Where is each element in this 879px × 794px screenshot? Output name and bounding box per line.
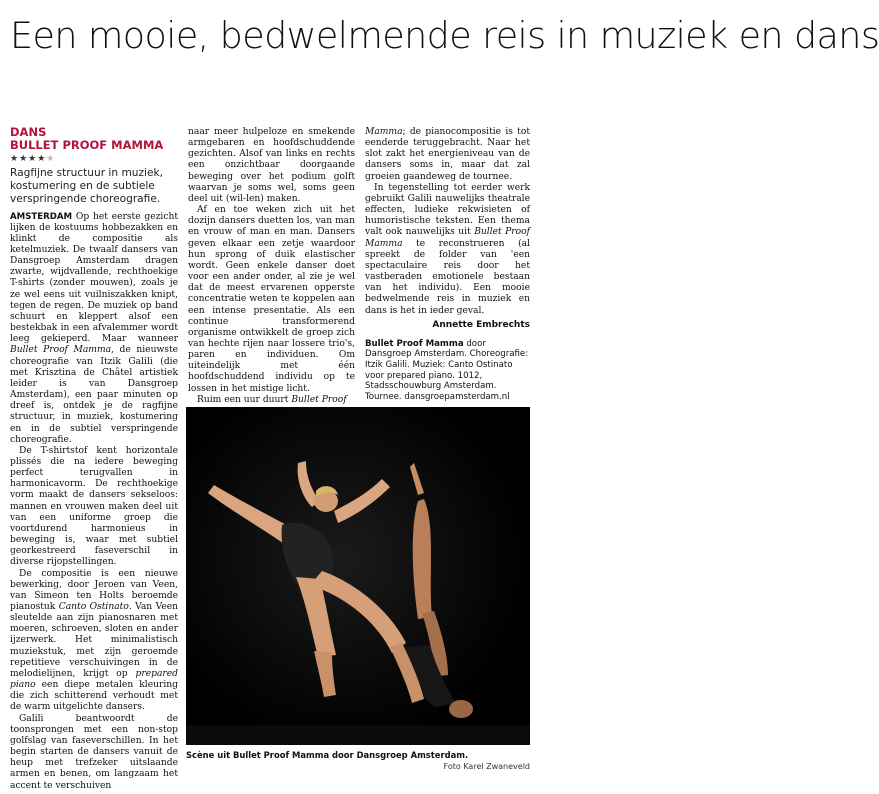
production-credits: Bullet Proof Mamma door Dansgroep Amsterdam. Choreografie: Itzik Galili. Muziek: Canto Ostinato voor prepared piano. 1012, Stadsschouwburg Amsterdam. Tournee. dansgroepamsterdam.nl (365, 338, 529, 402)
dateline: AMSTERDAM (10, 211, 73, 222)
stars-filled-icon: ★★★★ (10, 154, 47, 164)
column-1 (10, 126, 178, 792)
deck: Ragfijne structuur in muziek, kostumering en de subtiele verspringende choreografie. (10, 167, 164, 205)
kicker-section: DANS (10, 125, 47, 139)
star-rating (10, 154, 178, 165)
paragraph: Ruim een uur duurt Bullet Proof (197, 394, 347, 405)
kicker-title: BULLET PROOF MAMMA (10, 137, 164, 152)
dance-photo (186, 407, 530, 745)
paragraph: De T-shirtstof kent horizontale plissés die na iedere beweging perfect terugvallen in harmonicavorm. De rechthoekige vorm maakt de dansers sekseloos: mannen en vrouwen maken deel uit van een uniforme groep die voortdurend harmonieus in beweging is, waar met subtiel georkestreerd faseverschil in diverse rijopstellingen. (10, 445, 178, 568)
photo-credit: Foto Karel Zwaneveld (443, 762, 530, 771)
column-3 (365, 127, 530, 402)
paragraph: De compositie is een nieuwe bewerking, door Jeroen van Veen, van Simeon ten Holts beroemde pianostuk Canto Ostinato. Van Veen sleutelde aan zijn pianosnaren met moeren, schroeven, sloten en ander ijzerwerk. Het minimalistisch muziekstuk, met zijn geroemde repetitieve verschuivingen in de melodielijnen, krijgt op prepared piano een diepe metalen kleuring die zich schitterend verhoudt met de warm uitgelichte dansers. (10, 568, 179, 713)
kicker (10, 126, 178, 151)
paragraph: Mamma; de pianocompositie is tot eenderde teruggebracht. Naar het slot zakt het energieniveau van de dansers soms in, maar dat zal groeien gaandeweg de tournee. (365, 127, 530, 182)
paragraph: Af en toe weken zich uit het dozijn dansers duetten los, van man en vrouw of man en man. Dansers geven elkaar een zetje waardoor hun sprong of duik elastischer wordt. Geen enkele danser doet voor een ander onder, al zie je wel dat de meest ervarenen opperste concentratie weten te koppelen aan een intense presentatie. Als een continue transformerend organisme ontwikkelt de groep zich van hechte rijen naar lossere trio's, paren en individuen. Om uiteindelijk met één hoofdschuddend individu op te lossen in het mistige licht. (188, 205, 355, 394)
stars-empty-icon: ★ (46, 154, 56, 164)
column-2 (188, 127, 355, 406)
paragraph: Galili beantwoordt de toonsprongen met een non-stop golfslag van faseverschillen. In het begin starten de dansers vanuit de heup met trefzeker uitslaande armen en benen, om langzaam het accent te verschuiven (10, 713, 178, 791)
headline: Een mooie, bedwelmende reis in muziek en dans (10, 14, 879, 57)
photo-caption: Scène uit Bullet Proof Mamma door Dansgroep Amsterdam. (186, 750, 469, 760)
paragraph: naar meer hulpeloze en smekende armgebaren en hoofdschuddende gezichten. Alsof van links en rechts een onzichtbaar doorgaande beweging over het podium golft waarvan je soms wel, soms geen deel uit (wil-len) maken. (188, 127, 355, 204)
byline: Annette Embrechts (432, 319, 530, 330)
paragraph: In tegenstelling tot eerder werk gebruikt Galili nauwelijks theatrale effecten, ludieke rekwisieten of humoristische teksten. Een thema valt ook nauwelijks uit Bullet Proof Mamma te reconstrueren (al spreekt de folder van 'een spectaculaire reis door het vastberaden emotionele bestaan van het individu). Een mooie bedwelmende reis in muziek en dans is het in ieder geval. (365, 182, 530, 316)
paragraph: AMSTERDAM Op het eerste gezicht lijken de kostuums hobbezakken en klinkt de compositie als ketelmuziek. De twaalf dansers van Dansgroep Amsterdam dragen zwarte, wijdvallende, rechthoekige T-shirts (zonder mouwen), zoals je ze wel eens uit vuilniszakken knipt, tegen de regen. De muziek op band schuurt en kleppert alsof een bestekbak in een afvalemmer wordt leeg gekieperd. Maar wanneer Bullet Proof Mamma, de nieuwste choreografie van Itzik Galili (die met Krisztina de Châtel artistiek leider is van Dansgroep Amsterdam), een paar minuten op dreef is, ontdek je de ragfijne structuur, in muziek, kostumering en in de subtiel verspringende choreografie. (10, 211, 179, 445)
